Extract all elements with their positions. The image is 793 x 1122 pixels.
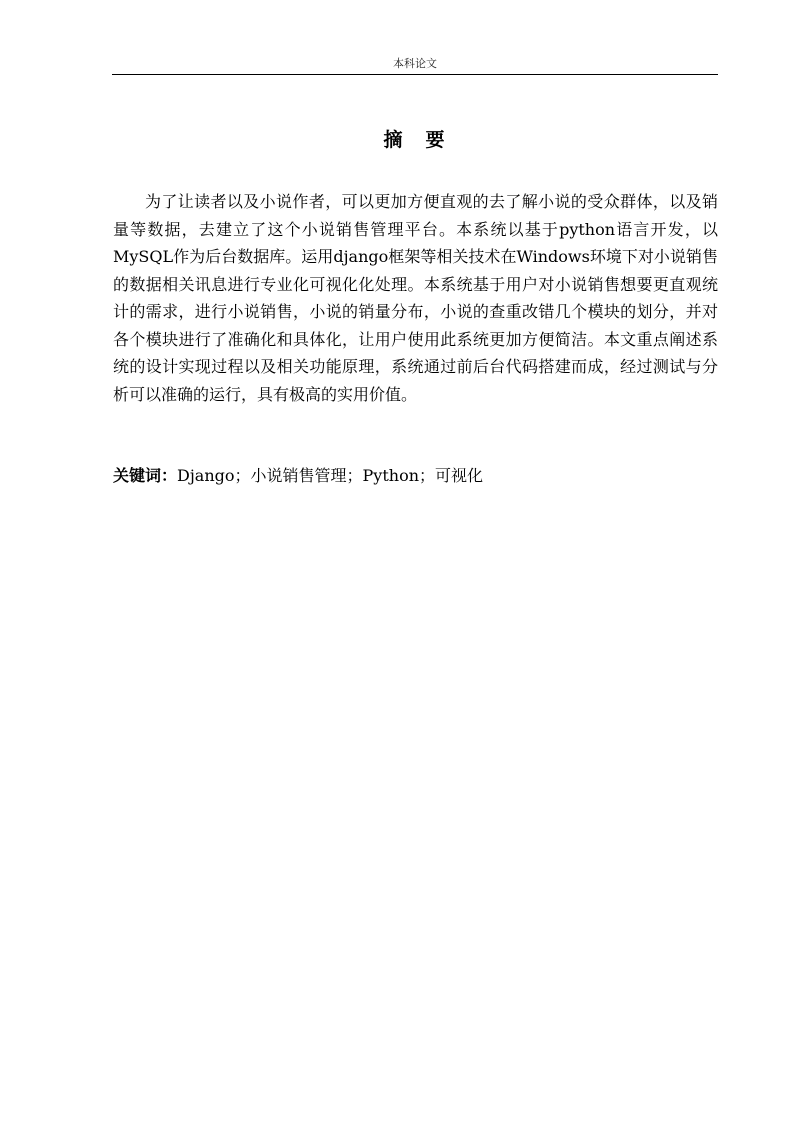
header-text: 本科论文 [393, 57, 437, 70]
keywords-value: Django；小说销售管理；Python；可视化 [177, 466, 484, 485]
abstract-body: 为了让读者以及小说作者，可以更加方便直观的去了解小说的受众群体，以及销量等数据，去建立了这个小说销售管理平台。本系统以基于python语言开发，以MySQL作为后台数据库。运用django框架等相关技术在Windows环境下对小说销售的数据相关讯息进行专业化可视化化处理。本系统基于用户对小说销售想要更直观统计的需求，进行小说销售，小说的销量分布，小说的查重改错几个模块的划分，并对各个模块进行了准确化和具体化，让用户使用此系统更加方便简洁。本文重点阐述系统的设计实现过程以及相关功能原理，系统通过前后台代码搭建而成，经过测试与分析可以准确的运行，具有极高的实用价值。 [113, 192, 718, 404]
abstract-title: 摘 要 [383, 129, 447, 151]
keywords-label: 关键词： [113, 466, 178, 485]
keywords-line [113, 462, 718, 490]
page-header [112, 52, 718, 75]
